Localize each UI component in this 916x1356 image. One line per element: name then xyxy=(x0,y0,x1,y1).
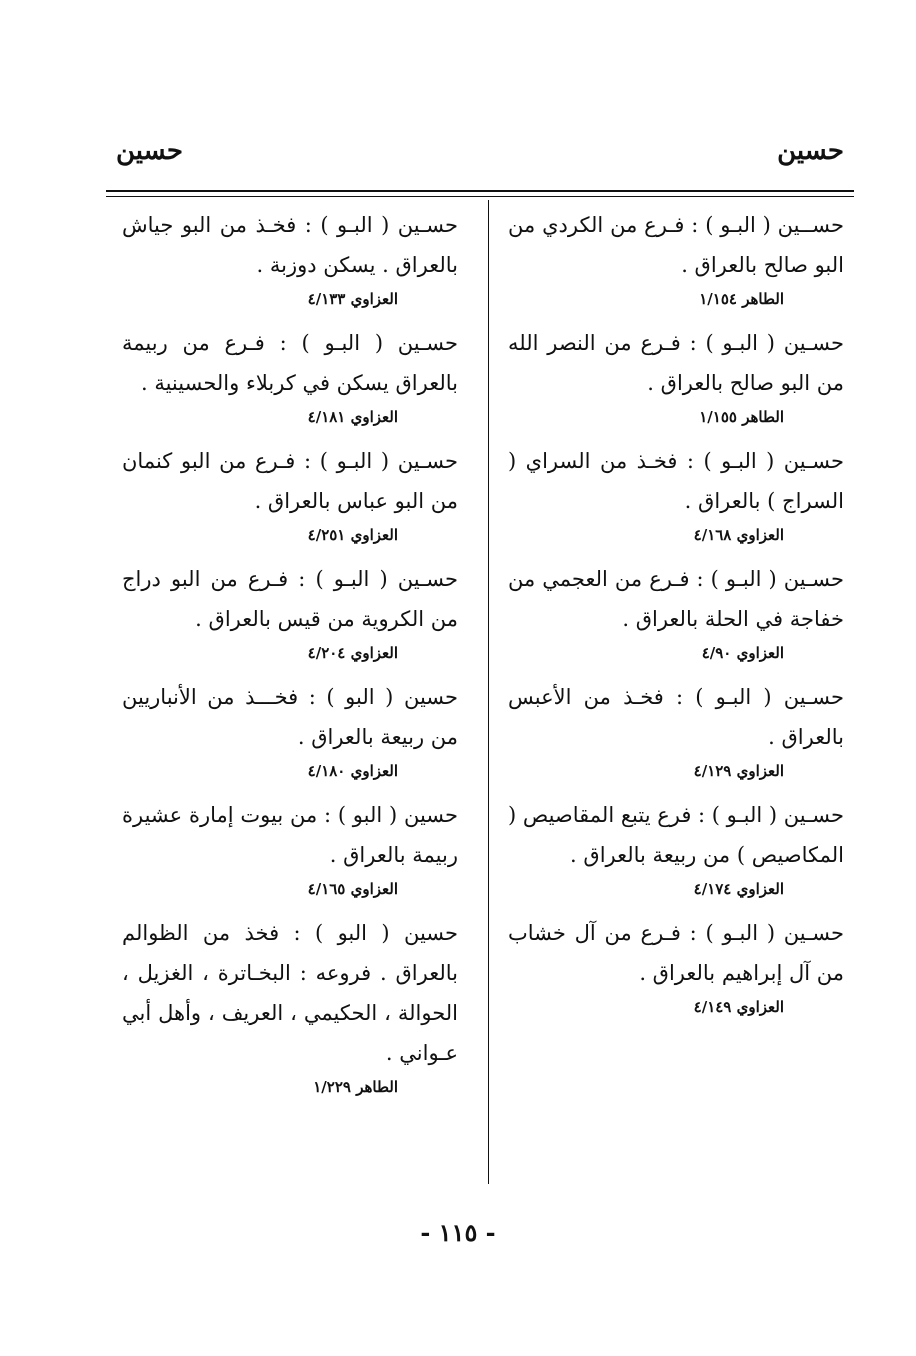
entry-reference: العزاوي ٤/١٨١ xyxy=(307,408,398,426)
entry-reference: العزاوي ٤/١٦٨ xyxy=(693,526,784,544)
entry xyxy=(122,323,458,429)
entry-text: حسين ( البو ) : فخـــذ من الأنباريين من ربيعة بالعراق . xyxy=(122,685,458,749)
left-column xyxy=(122,205,458,1111)
entry-reference: العزاوي ٤/٢٠٤ xyxy=(307,644,398,662)
entry-text: حسـين ( البـو ) : فخـذ من الأعبس بالعراق . xyxy=(508,685,844,749)
entry xyxy=(122,205,458,311)
running-header-right: حسين xyxy=(777,136,844,166)
entry xyxy=(508,795,844,901)
entry xyxy=(508,205,844,311)
entry-reference: الطاهر ١/١٥٤ xyxy=(699,290,784,308)
header-rule-thin xyxy=(106,196,854,197)
entry-text: حسـين ( البـو ) : فرع يتبع المقاصيص ( المكاصيص ) من ربيعة بالعراق . xyxy=(508,803,844,867)
entry-text: حسـين ( البـو ) : فـرع من ربيمة بالعراق يسكن في كربلاء والحسينية . xyxy=(122,331,458,395)
page-number: - ١١٥ - xyxy=(420,1218,496,1247)
entry-text: حسـين ( البـو ) : فـرع من البو كنمان من البو عباس بالعراق . xyxy=(122,449,458,513)
entry-reference: العزاوي ٤/٩٠ xyxy=(701,644,784,662)
entry-text: حسين ( البو ) : فخذ من الظوالم بالعراق . فروعه : البخـاترة ، الغزيل ، الحوالة ، الحكيمي ، العريف ، وأهل أبي عـواني . xyxy=(122,921,458,1065)
entry-reference: العزاوي ٤/١٦٥ xyxy=(307,880,398,898)
entry-reference: العزاوي ٤/١٢٩ xyxy=(693,762,784,780)
entry xyxy=(122,441,458,547)
entry-text: حسـين ( البـو ) : فخـذ من البو جياش بالعراق . يسكن دوزبة . xyxy=(122,213,458,277)
entry-text: حسين ( البو ) : من بيوت إمارة عشيرة ربيمة بالعراق . xyxy=(122,803,458,867)
entry-text: حسـين ( البـو ) : فـرع من النصر الله من البو صالح بالعراق . xyxy=(508,331,844,395)
running-header-left: حسين xyxy=(116,136,183,166)
entry-text: حسـين ( البـو ) : فـرع من آل خشاب من آل إبراهيم بالعراق . xyxy=(508,921,844,985)
header-rule xyxy=(106,190,854,192)
column-divider xyxy=(488,200,489,1184)
entry xyxy=(508,913,844,1019)
entry-reference: العزاوي ٤/١٣٣ xyxy=(307,290,398,308)
entry-reference: العزاوي ٤/١٧٤ xyxy=(693,880,784,898)
entry xyxy=(508,559,844,665)
entry-reference: العزاوي ٤/١٤٩ xyxy=(693,998,784,1016)
entry-reference: العزاوي ٤/١٨٠ xyxy=(307,762,398,780)
entry-text: حسـين ( البـو ) : فـرع من البو دراج من الكروية من قيس بالعراق . xyxy=(122,567,458,631)
entry xyxy=(122,559,458,665)
entry-reference: الطاهر ١/١٥٥ xyxy=(699,408,784,426)
entry-reference: العزاوي ٤/٢٥١ xyxy=(307,526,398,544)
entry xyxy=(508,441,844,547)
right-column xyxy=(508,205,844,1031)
entry xyxy=(122,913,458,1099)
entry xyxy=(508,677,844,783)
entry-text: حســين ( البـو ) : فـرع من الكردي من البو صالح بالعراق . xyxy=(508,213,844,277)
entry xyxy=(122,795,458,901)
entry xyxy=(508,323,844,429)
entry-reference: الطاهر ١/٢٢٩ xyxy=(313,1078,398,1096)
entry-text: حسـين ( البـو ) : فـرع من العجمي من خفاجة في الحلة بالعراق . xyxy=(508,567,844,631)
entry-text: حسـين ( البـو ) : فخـذ من السراي ( السراج ) بالعراق . xyxy=(508,449,844,513)
entry xyxy=(122,677,458,783)
